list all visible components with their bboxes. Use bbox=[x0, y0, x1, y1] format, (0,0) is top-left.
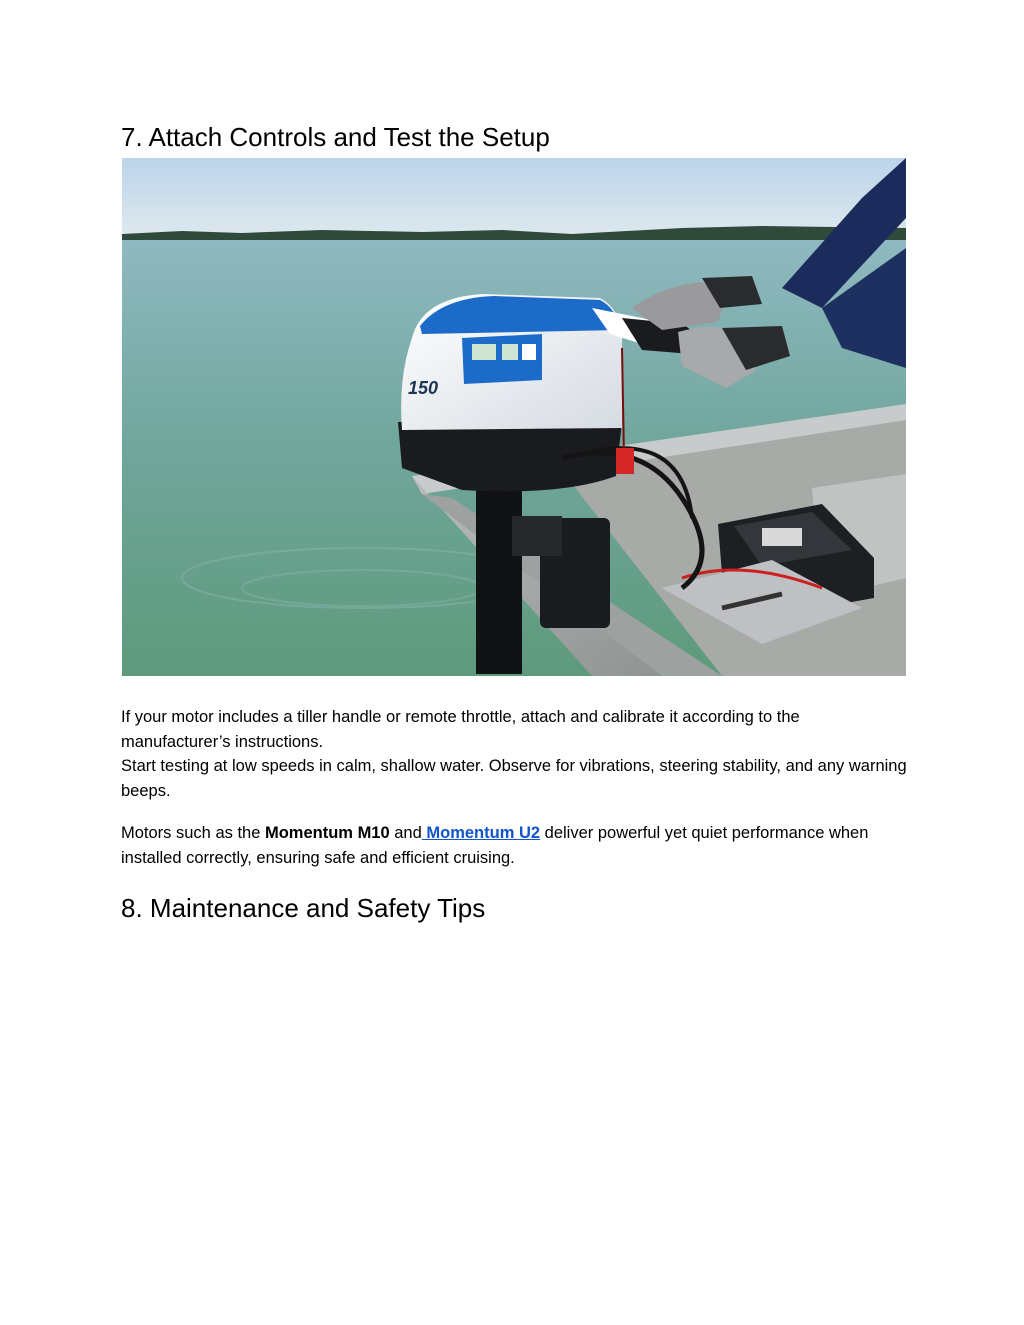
product-link-u2[interactable]: Momentum U2 bbox=[421, 824, 541, 842]
paragraph-line-testing: Start testing at low speeds in calm, shallow water. Observe for vibrations, steering stability, and any warning beeps. bbox=[121, 757, 907, 800]
paragraph-line-tiller: If your motor includes a tiller handle or remote throttle, attach and calibrate it according to the manufacturer’s instructions. bbox=[121, 708, 800, 751]
outboard-motor-photo bbox=[122, 158, 906, 676]
paragraph-controls-testing bbox=[121, 705, 911, 803]
section-heading-maintenance: 8. Maintenance and Safety Tips bbox=[121, 893, 486, 923]
paragraph-prefix: Motors such as the bbox=[121, 824, 265, 842]
paragraph-connector: and bbox=[389, 824, 422, 842]
paragraph-suffix: deliver powerful yet quiet performance when installed correctly, ensuring safe and efficient cruising. bbox=[121, 824, 869, 867]
product-name-m10: Momentum M10 bbox=[264, 824, 390, 842]
section-heading-attach-controls: 7. Attach Controls and Test the Setup bbox=[121, 122, 550, 152]
motor-model-label: 150 bbox=[408, 378, 439, 398]
paragraph-motor-recommendation bbox=[121, 821, 911, 870]
